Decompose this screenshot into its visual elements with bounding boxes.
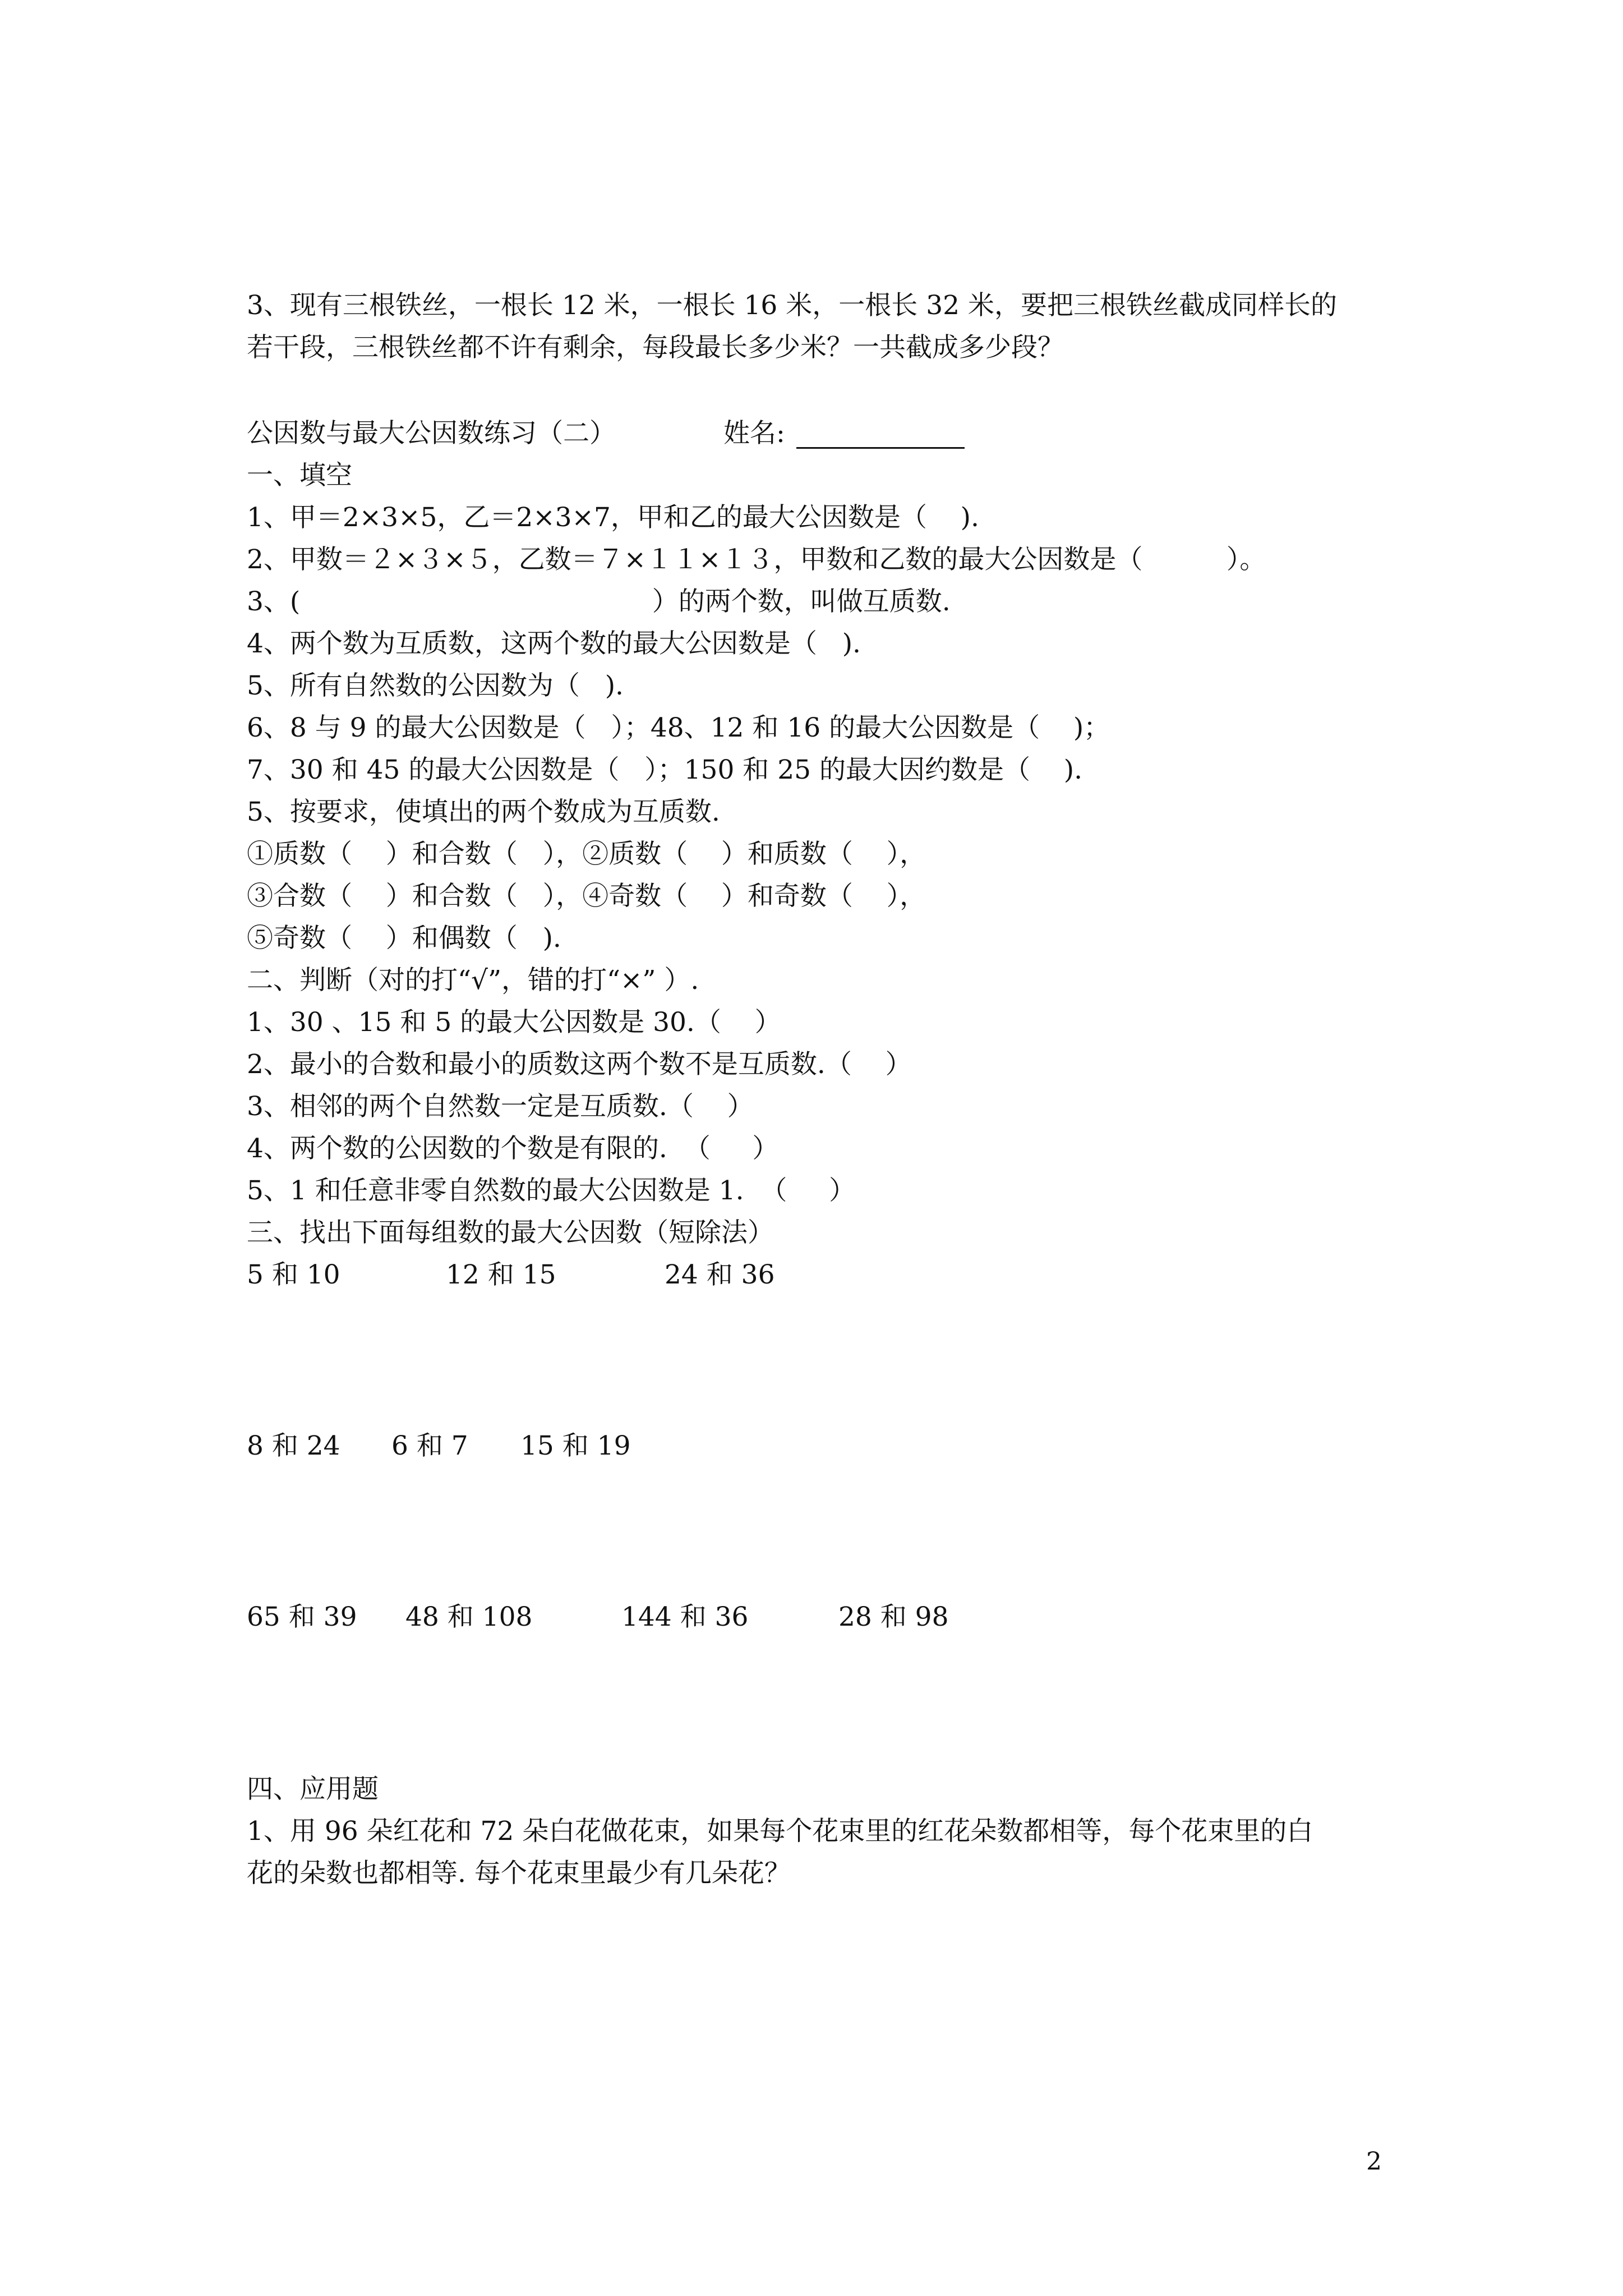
name-label: 姓名:: [723, 418, 785, 449]
fill-item-4: 4、两个数为互质数，这两个数的最大公因数是（ ).: [247, 628, 861, 659]
fill-item-2: 2、甲数＝２×３×５，乙数＝７×１１×１３，甲数和乙数的最大公因数是（ ）。: [247, 544, 1266, 575]
gcd-pair: 8 和 24: [247, 1430, 340, 1461]
gcd-pair: 12 和 15: [446, 1259, 556, 1290]
fill-item-6: 6、8 与 9 的最大公因数是（ ）；48、12 和 16 的最大公因数是（ )；: [247, 712, 1110, 743]
gcd-pair: 144 和 36: [621, 1602, 749, 1632]
gcd-pair: 24 和 36: [665, 1259, 775, 1290]
top-problem-line-2: 若干段，三根铁丝都不许有剩余，每段最长多少米？一共截成多少段？: [247, 332, 1064, 363]
gcd-row-2: [247, 1429, 631, 1598]
judge-item-3: 3、相邻的两个自然数一定是互质数.（ ）: [247, 1091, 754, 1122]
fill-item-3: 3、( ）的两个数，叫做互质数.: [247, 586, 951, 617]
gcd-pair: 15 和 19: [520, 1430, 631, 1461]
word-problem-line-1: 1、用 96 朵红花和 72 朵白花做花束，如果每个花束里的红花朵数都相等，每个花束里的白: [247, 1816, 1313, 1847]
gcd-pair: 48 和 108: [405, 1602, 533, 1632]
section-2-title: 二、判断（对的打“√”，错的打“×” ）.: [247, 965, 699, 996]
gcd-row-1: [247, 1258, 775, 1427]
gcd-pair: 6 和 7: [391, 1430, 468, 1461]
judge-item-5: 5、1 和任意非零自然数的最大公因数是 1. （ ）: [247, 1175, 856, 1206]
word-problem-line-2: 花的朵数也都相等. 每个花束里最少有几朵花？: [247, 1858, 791, 1889]
page-number: 2: [1366, 2147, 1382, 2176]
gcd-pair: 65 和 39: [247, 1602, 357, 1632]
fill-item-7: 7、30 和 45 的最大公因数是（ ）；150 和 25 的最大因约数是（ ).: [247, 754, 1083, 785]
fill-item-9: ①质数（ ）和合数（ ），②质数（ ）和质数（ ），: [247, 839, 926, 869]
worksheet-title: 公因数与最大公因数练习（二）: [247, 418, 616, 449]
fill-item-10: ③合数（ ）和合数（ ），④奇数（ ）和奇数（ ），: [247, 881, 926, 912]
section-4-title: 四、应用题: [247, 1774, 379, 1805]
judge-item-4: 4、两个数的公因数的个数是有限的. （ ）: [247, 1133, 779, 1164]
section-3-title: 三、找出下面每组数的最大公因数（短除法）: [247, 1217, 774, 1248]
judge-item-2: 2、最小的合数和最小的质数这两个数不是互质数.（ ）: [247, 1049, 912, 1080]
gcd-pair: 5 和 10: [247, 1259, 340, 1290]
fill-item-8: 5、按要求，使填出的两个数成为互质数.: [247, 797, 720, 827]
fill-item-11: ⑤奇数（ ）和偶数（ ).: [247, 923, 561, 954]
fill-item-5: 5、所有自然数的公因数为（ ).: [247, 670, 624, 701]
judge-item-1: 1、30 、15 和 5 的最大公因数是 30.（ ）: [247, 1007, 781, 1038]
section-1-title: 一、填空: [247, 460, 352, 491]
fill-item-1: 1、甲＝2×3×5，乙＝2×3×7，甲和乙的最大公因数是（ ).: [247, 502, 979, 533]
top-problem-line-1: 3、现有三根铁丝，一根长 12 米，一根长 16 米，一根长 32 米，要把三根铁丝截成同样长的: [247, 290, 1337, 321]
name-blank-line: [796, 447, 965, 449]
gcd-pair: 28 和 98: [838, 1602, 949, 1632]
